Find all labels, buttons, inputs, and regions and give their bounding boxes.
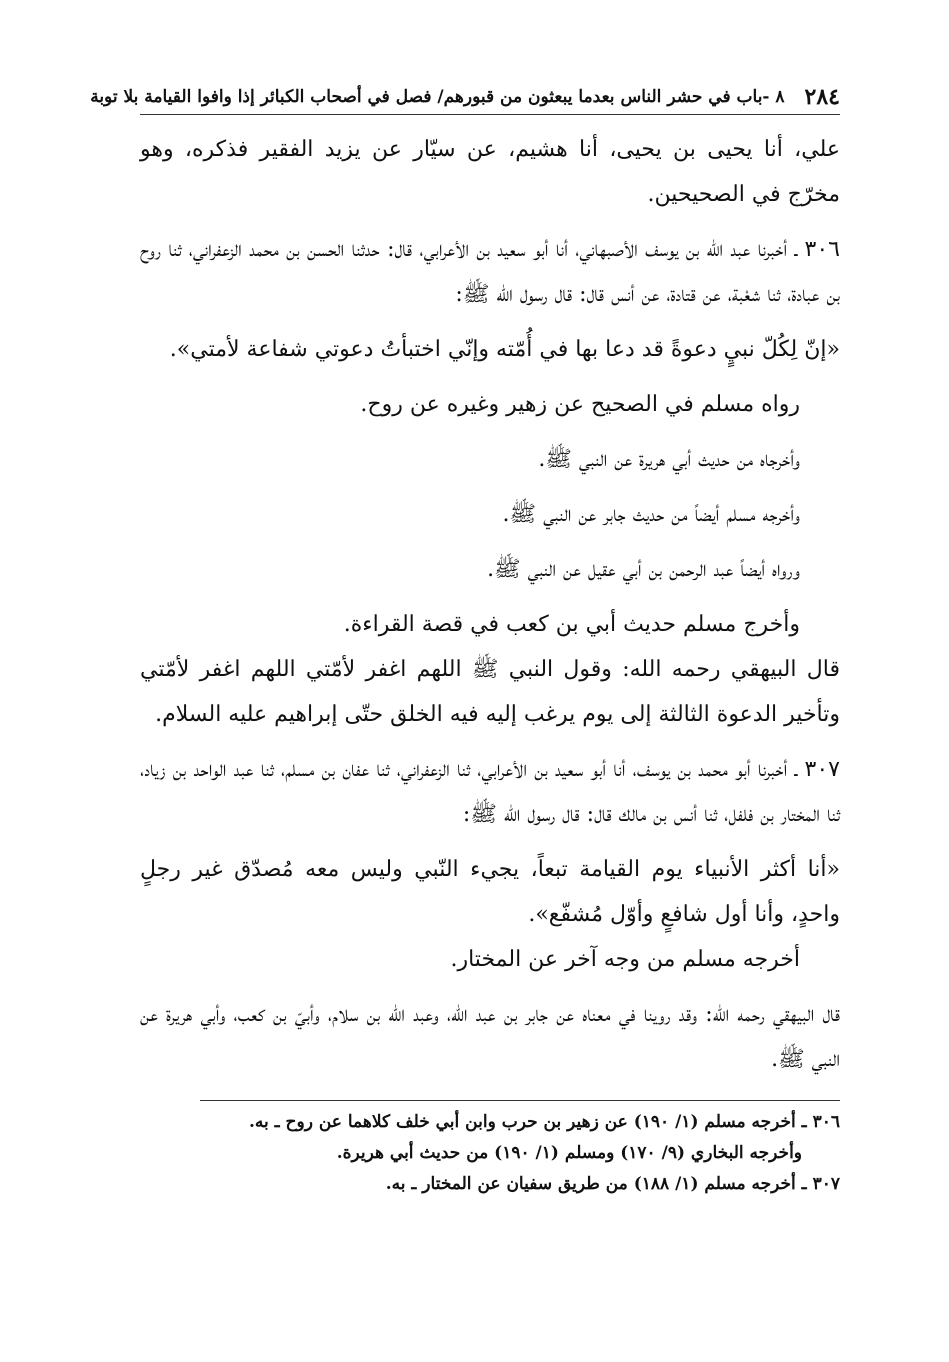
hadith-306-isnad: ٣٠٦ ـ أخبرنا عبد الله بن يوسف الأصبهاني، أنا أبو سعيد بن الأعرابي، قال: حدثنا الحسن بن محمد الزعفراني، ثنا روح بن عبادة، ثنا شعْبة، عن قتادة، عن أنس قال: قال رسول الله ﷺ:: [140, 237, 840, 307]
hadith-306-matn: «إنّ لِكُلّ نبيٍ دعوةً قد دعا بها في أُمّته وإنّي اختبأتُ دعوتي شفاعة لأمتي».: [169, 337, 840, 362]
bayhaqi-comment-2: قال البيهقي رحمه الله: وقد روينا في معناه عن جابر بن عبد الله، وعبد الله بن سلام، وأبيّ بن كعب، وأبي هريرة عن النبي ﷺ.: [140, 1002, 840, 1072]
hadith-307-matn: «أنا أكثر الأنبياء يوم القيامة تبعاً، يجيء النّبي وليس معه مُصدّق غير رجلٍ واحدٍ، وأنا أول شافعٍ وأوّل مُشفّع».: [140, 857, 840, 927]
takhrij-307: أخرجه مسلم من وجه آخر عن المختار.: [450, 947, 800, 972]
paragraph-continuation: علي، أنا يحيى بن يحيى، أنا هشيم، عن سيّار عن يزيد الفقير فذكره، وهو مخرّج في الصحيحين.: [140, 137, 840, 207]
footnote-307: ٣٠٧ ـ أخرجه مسلم (١/ ١٨٨) من طريق سفيان عن المختار ـ به.: [385, 1174, 840, 1194]
takhrij-line-3: وأخرجه مسلم أيضاً من حديث جابر عن النبي ﷺ.: [502, 502, 800, 527]
bayhaqi-comment-1: قال البيهقي رحمه الله: وقول النبي ﷺ اللهم اغفر لأمّتي اللهم اغفر لأمّتي وتأخير الدعوة الثالثة إلى يوم يرغب إليه فيه الخلق حتّى إبراهيم عليه السلام.: [140, 657, 840, 727]
footnote-306-continued: وأخرجه البخاري (٩/ ١٧٠) ومسلم (١/ ١٩٠) من حديث أبي هريرة.: [336, 1143, 802, 1163]
takhrij-line-4: ورواه أيضاً عبد الرحمن بن أبي عقيل عن النبي ﷺ.: [487, 557, 800, 582]
footnote-306: ٣٠٦ ـ أخرجه مسلم (١/ ١٩٠) عن زهير بن حرب وابن أبي خلف كلاهما عن روح ـ به.: [248, 1112, 840, 1132]
chapter-title: ٨ -باب في حشر الناس بعدما يبعثون من قبورهم/ فصل في أصحاب الكبائر إذا وافوا القيامة بلا توبة: [90, 87, 785, 107]
page-number: ٢٨٤: [804, 84, 840, 110]
hadith-307-isnad: ٣٠٧ ـ أخبرنا أبو محمد بن يوسف، أنا أبو سعيد بن الأعرابي، ثنا الزعفراني، ثنا عفان بن مسلم، ثنا عبد الواحد بن زياد، ثنا المختار بن فلفل، ثنا أنس بن مالك قال: قال رسول الله ﷺ:: [140, 757, 840, 827]
takhrij-line-1: رواه مسلم في الصحيح عن زهير وغيره عن روح.: [360, 392, 800, 417]
book-page: [90, 80, 840, 1200]
footnotes: [140, 1107, 840, 1200]
running-header: [90, 80, 840, 115]
main-text: [140, 127, 840, 1082]
takhrij-line-2: وأخرجاه من حديث أبي هريرة عن النبي ﷺ.: [538, 447, 800, 472]
takhrij-line-5: وأخرج مسلم حديث أبي بن كعب في قصة القراءة.: [343, 612, 800, 637]
footnote-separator: [200, 1100, 840, 1101]
